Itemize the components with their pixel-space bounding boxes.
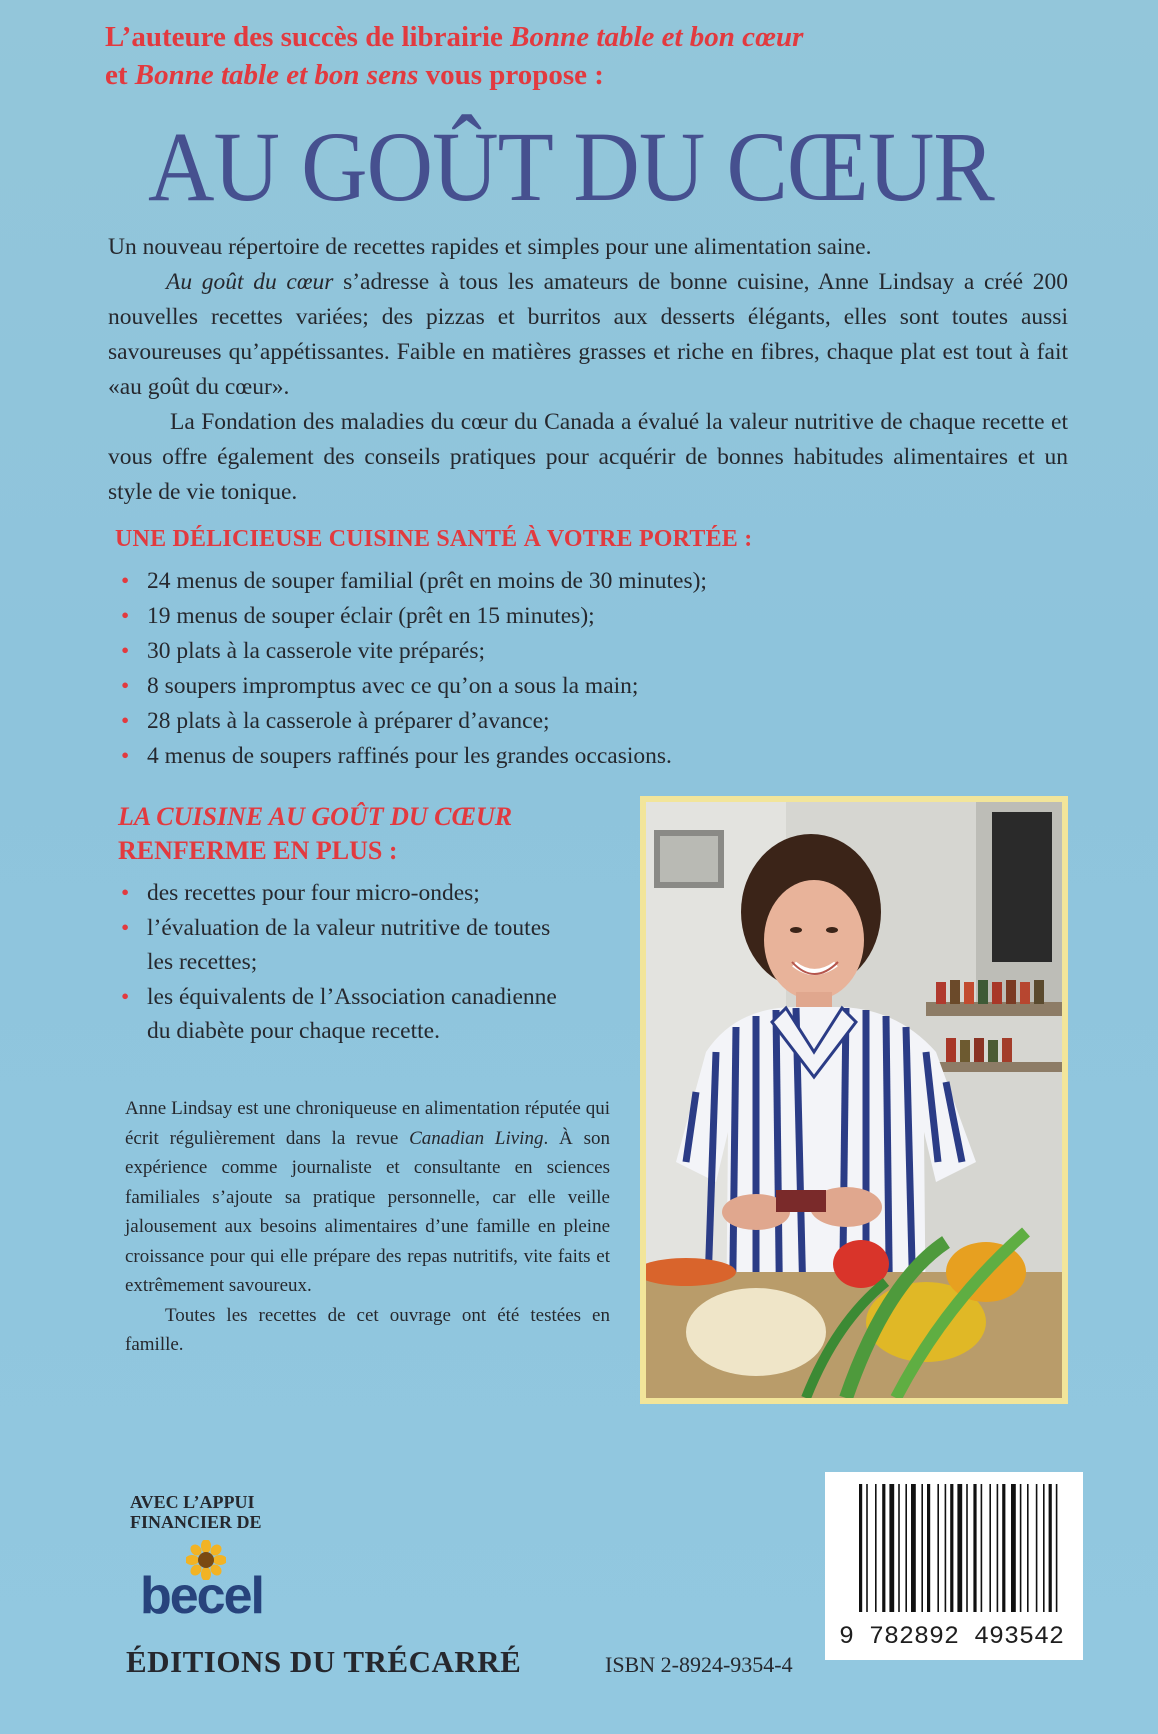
book-title-2: Bonne table et bon sens (134, 59, 419, 91)
barcode-bar (1002, 1484, 1005, 1612)
author-photo (640, 796, 1068, 1404)
barcode-bars (825, 1472, 1083, 1622)
barcode-bar (1056, 1484, 1058, 1612)
barcode-bar (973, 1484, 976, 1612)
bullet-icon: • (121, 708, 130, 734)
book-title-1: Bonne table et bon cœur (510, 21, 804, 53)
barcode-bar (1049, 1484, 1052, 1612)
list-item: • l’évaluation de la valeur nutritive de toutes les recettes; (115, 911, 557, 980)
description-paragraph-3: La Fondation des maladies du cœur du Canada a évalué la valeur nutritive de chaque recette et vous offre également des conseils pratiques pour acquérir de bonnes habitudes alimentaires et un style de vie tonique. (108, 409, 1068, 505)
intro-line-2: et Bonne table et bon sens vous propose : (105, 59, 604, 91)
barcode-bar (882, 1484, 885, 1612)
barcode-bar (957, 1484, 962, 1612)
barcode-bar (1020, 1484, 1022, 1612)
bullet-icon: • (121, 914, 130, 941)
barcode-bar (911, 1484, 916, 1612)
isbn: ISBN 2-8924-9354-4 (605, 1652, 793, 1677)
intro-line-1: L’auteure des succès de librairie Bonne table et bon cœur (105, 21, 804, 53)
bullet-icon: • (121, 603, 130, 629)
barcode-bar (1011, 1484, 1016, 1612)
book-title: AU GOÛT DU CŒUR (148, 111, 994, 222)
list-item: • 28 plats à la casserole à préparer d’avance; (115, 704, 1015, 739)
intro-text (105, 18, 1105, 94)
barcode-bar (927, 1484, 930, 1612)
barcode-bar (859, 1484, 862, 1612)
bullet-icon: • (121, 568, 130, 594)
barcode-digits: 9 782892 493542 (839, 1622, 1065, 1651)
barcode-bar (950, 1484, 953, 1612)
barcode-bar (997, 1484, 999, 1612)
barcode-bar (981, 1484, 983, 1612)
barcode-bar (875, 1484, 877, 1612)
author-bio (125, 1094, 610, 1360)
barcode-bar (905, 1484, 907, 1612)
list-item: • 8 soupers impromptus avec ce qu’on a sous la main; (115, 669, 1015, 704)
barcode-bar (898, 1484, 900, 1612)
barcode-bar (866, 1484, 868, 1612)
barcode-bar (889, 1484, 894, 1612)
list-item: • des recettes pour four micro-ondes; (115, 876, 635, 911)
barcode-bar (1043, 1484, 1045, 1612)
sponsor-logo: becel (140, 1567, 263, 1625)
barcode (825, 1472, 1083, 1660)
list-item: • 19 menus de souper éclair (prêt en 15 minutes); (115, 599, 1015, 634)
description-paragraph-1: Un nouveau répertoire de recettes rapides et simples pour une alimentation saine. (108, 234, 872, 260)
barcode-bar (937, 1484, 939, 1612)
section-heading-extras: LA CUISINE AU GOÛT DU CŒUR RENFERME EN PLUS : (118, 802, 513, 865)
bullet-icon: • (121, 673, 130, 699)
list-item: • les équivalents de l’Association canadienne du diabète pour chaque recette. (115, 980, 567, 1049)
bullet-icon: • (121, 743, 130, 769)
bio-paragraph-1: Anne Lindsay est une chroniqueuse en alimentation réputée qui écrit régulièrement dans la revue Canadian Living. À son expérience comme journaliste et consultante en sciences familiales s’ajoute sa pratique personnelle, car elle veille jalousement aux besoins alimentaires d’une famille en pleine croissance pour qui elle prépare des repas nutritifs, vite faits et extrêmement savoureux. (125, 1098, 610, 1296)
description (108, 230, 1068, 510)
description-paragraph-2: Au goût du cœur s’adresse à tous les amateurs de bonne cuisine, Anne Lindsay a créé 200 nouvelles recettes variées; des pizzas et burritos aux desserts élégants, elles sont toutes aussi savoureuses qu’appétissantes. Faible en matières grasses et riche en fibres, chaque plat est tout à fait «au goût du cœur». (108, 269, 1068, 400)
features-list (115, 564, 1015, 774)
bullet-icon: • (121, 880, 130, 906)
bio-paragraph-2: Toutes les recettes de cet ouvrage ont été testées en famille. (125, 1304, 610, 1355)
bullet-icon: • (121, 983, 130, 1010)
publisher-name: ÉDITIONS DU TRÉCARRÉ (126, 1644, 522, 1679)
section-heading-features: UNE DÉLICIEUSE CUISINE SANTÉ À VOTRE PORTÉE : (115, 526, 753, 552)
bullet-icon: • (121, 638, 130, 664)
list-item: • 24 menus de souper familial (prêt en moins de 30 minutes); (115, 564, 1015, 599)
barcode-bar (966, 1484, 968, 1612)
list-item: • 4 menus de soupers raffinés pour les grandes occasions. (115, 739, 1015, 774)
barcode-bar (1027, 1484, 1029, 1612)
list-item: • 30 plats à la casserole vite préparés; (115, 634, 1015, 669)
barcode-bar (945, 1484, 947, 1612)
extras-list (115, 876, 635, 1049)
barcode-bar (989, 1484, 991, 1612)
sponsor-label: AVEC L’APPUI FINANCIER DE (130, 1492, 262, 1532)
barcode-bar (921, 1484, 923, 1612)
author-photo-illustration (646, 802, 1062, 1398)
magazine-name: Canadian Living (409, 1127, 544, 1149)
barcode-bar (1036, 1484, 1038, 1612)
